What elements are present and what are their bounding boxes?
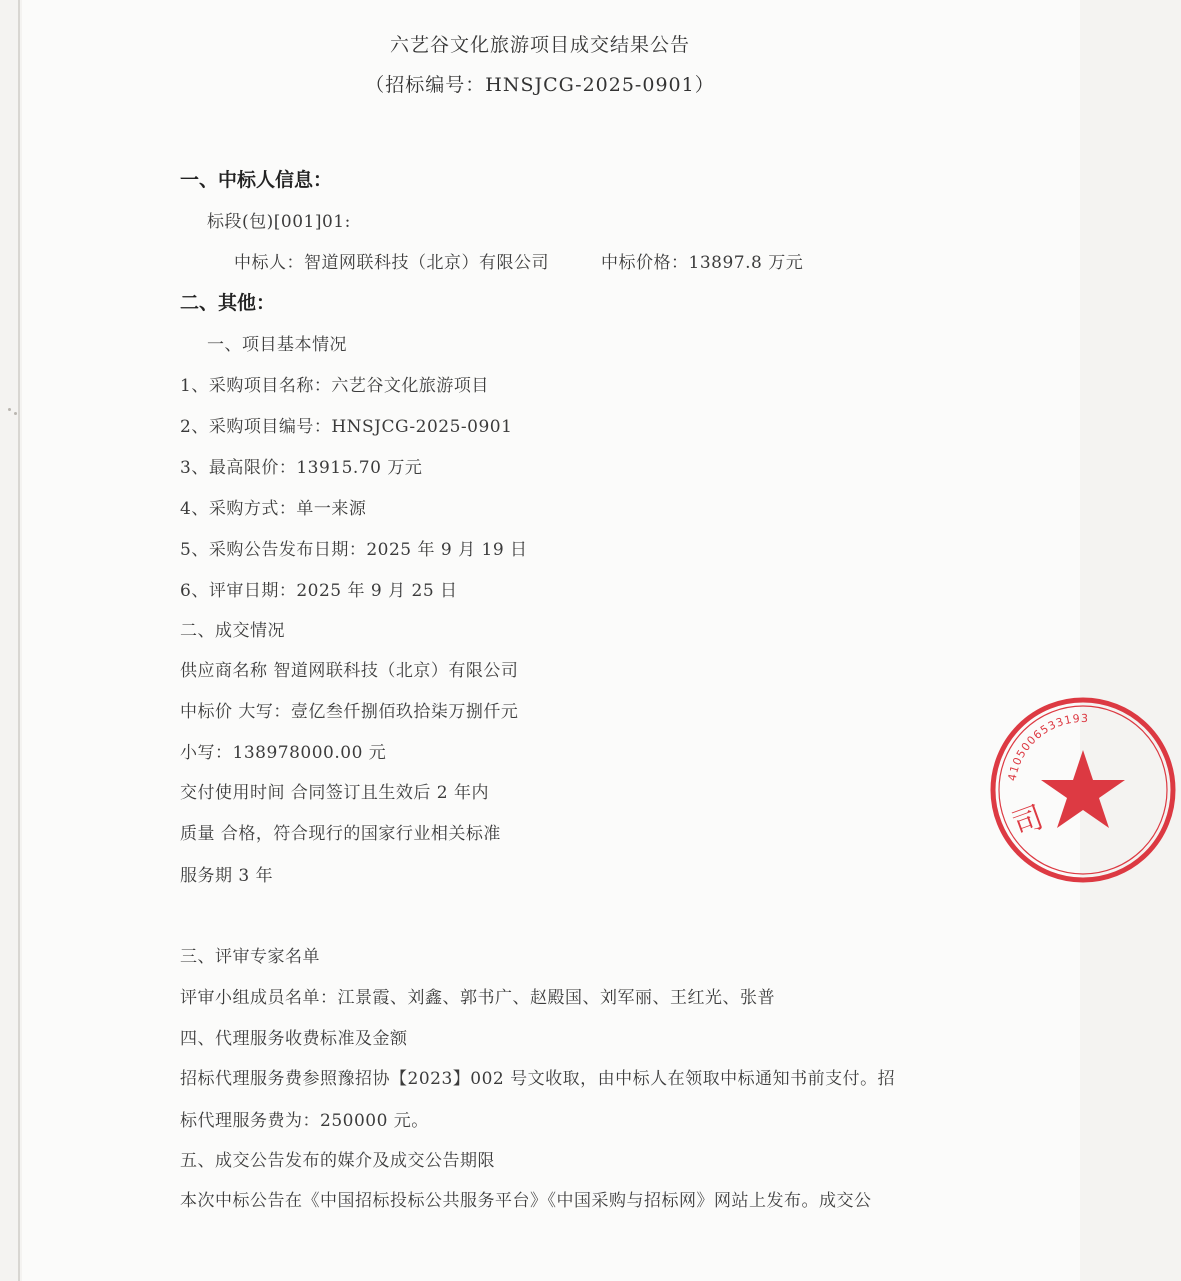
winner-name: 中标人：智道网联科技（北京）有限公司 [234,253,549,273]
section-heading-other: 二、其他： [180,292,276,314]
project-item: 1、采购项目名称：六艺谷文化旅游项目 [180,376,489,396]
page-edge [18,0,20,1281]
scan-speck [8,408,11,411]
fee-text-line: 标代理服务费为：250000 元。 [180,1111,429,1131]
project-item: 3、最高限价：13915.70 万元 [180,458,423,478]
lot-label: 标段(包)[001]01: [207,212,351,232]
expert-list: 评审小组成员名单：江景霞、刘鑫、郭书广、赵殿国、刘军丽、王红光、张普 [180,988,775,1008]
project-item: 6、评审日期：2025 年 9 月 25 日 [180,581,458,601]
deal-item: 供应商名称 智道网联科技（北京）有限公司 [180,661,519,681]
winner-price: 中标价格：13897.8 万元 [601,253,804,273]
deal-item: 中标价 大写：壹亿叁仟捌佰玖拾柒万捌仟元 [180,702,519,722]
bid-number: （招标编号：HNSJCG-2025-0901） [365,74,715,96]
deal-item: 交付使用时间 合同签订且生效后 2 年内 [180,783,490,803]
seal-star-icon [1041,750,1125,828]
deal-item: 小写：138978000.00 元 [180,743,387,763]
fee-text-line: 招标代理服务费参照豫招协【2023】002 号文收取，由中标人在领取中标通知书前支付。招 [180,1069,896,1089]
seal-code: 4105006533193 [1005,711,1090,783]
media-text-line: 本次中标公告在《中国招标投标公共服务平台》《中国采购与招标网》网站上发布。成交公 [180,1191,872,1211]
scan-speck [14,412,17,415]
winner-line [234,248,803,273]
project-item: 2、采购项目编号：HNSJCG-2025-0901 [180,417,513,437]
deal-item: 服务期 3 年 [180,866,274,886]
seal-character: 司 [1007,799,1049,844]
official-seal-stamp [985,692,1181,888]
subheading-experts: 三、评审专家名单 [180,947,320,967]
section-heading-winner-info: 一、中标人信息： [180,169,333,191]
subheading-agency-fee: 四、代理服务收费标准及金额 [180,1029,408,1049]
document-title: 六艺谷文化旅游项目成交结果公告 [389,34,690,56]
subheading-publication-media: 五、成交公告发布的媒介及成交公告期限 [180,1151,495,1171]
deal-item: 质量 合格，符合现行的国家行业相关标准 [180,824,501,844]
subheading-project-basics: 一、项目基本情况 [207,335,347,355]
project-item: 4、采购方式：单一来源 [180,499,367,519]
project-item: 5、采购公告发布日期：2025 年 9 月 19 日 [180,540,528,560]
subheading-deal-status: 二、成交情况 [180,621,285,641]
